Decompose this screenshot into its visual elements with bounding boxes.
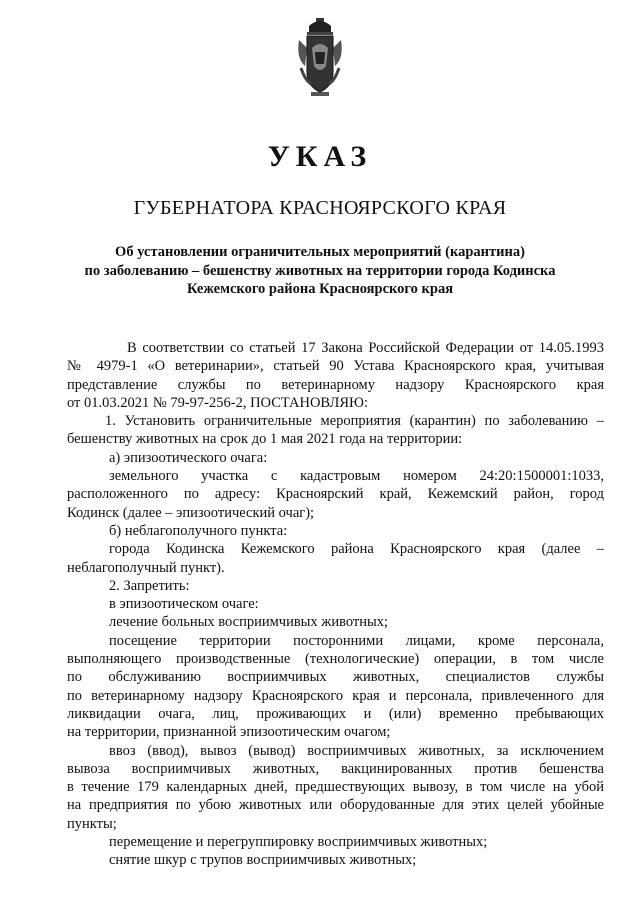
body-line: лечение больных восприимчивых животных;	[109, 614, 388, 631]
heading-line: Кежемского района Красноярского края	[186, 281, 454, 297]
coat-of-arms-emblem	[297, 18, 343, 98]
body-line: перемещение и перегруппировку восприимчивых животных;	[109, 834, 488, 851]
body-line: ликвидации очага, лиц, проживающих и (или) временно пребывающих	[67, 705, 604, 722]
body-line: бешенству животных на срок до 1 мая 2021 года на территории:	[67, 431, 463, 448]
body-line: представление службы по ветеринарному надзору Красноярского края	[67, 376, 604, 393]
body-line: 2. Запретить:	[109, 577, 190, 594]
body-line: № 4979-1 «О ветеринарии», статьей 90 Устава Красноярского края, учитывая	[67, 358, 604, 375]
body-line: в эпизоотическом очаге:	[109, 596, 259, 613]
decree-body	[67, 339, 604, 870]
body-line: посещение территории посторонними лицами, кроме персонала,	[109, 632, 604, 649]
body-line: вывоза восприимчивых животных, вакцинированных против бешенства	[67, 760, 604, 777]
body-line: в течение 179 календарных дней, предшествующих вывозу, в том числе на убой	[67, 779, 604, 796]
body-line: пункты;	[67, 815, 117, 832]
body-line: на территории, признанной эпизоотическим очагом;	[67, 724, 391, 741]
heading-line: Об установлении ограничительных мероприятий (карантина)	[115, 244, 525, 260]
body-line: от 01.03.2021 № 79-97-256-2, ПОСТАНОВЛЯЮ:	[67, 394, 368, 411]
issuer-subtitle: ГУБЕРНАТОРА КРАСНОЯРСКОГО КРАЯ	[133, 197, 507, 219]
body-line: по обслуживанию восприимчивых животных, специалистов службы	[67, 669, 604, 686]
body-line: по ветеринарному надзору Красноярского края и персонала, привлеченного для	[67, 687, 604, 704]
heading-line: по заболеванию – бешенству животных на территории города Кодинска	[84, 262, 556, 279]
body-line: снятие шкур с трупов восприимчивых животных;	[109, 852, 417, 869]
body-line: 1. Установить ограничительные мероприятия (карантин) по заболеванию –	[105, 413, 604, 430]
body-line: Кодинск (далее – эпизоотический очаг);	[67, 504, 315, 521]
decree-heading	[60, 243, 580, 299]
decree-title: УКАЗ	[267, 140, 373, 173]
body-line: земельного участка с кадастровым номером 24:20:1500001:1033,	[109, 468, 604, 485]
body-line: а) эпизоотического очага:	[109, 449, 268, 466]
body-line: расположенного по адресу: Красноярский край, Кежемский район, город	[67, 486, 604, 503]
body-line: выполняющего производственные (технологические) операции, в том числе	[67, 651, 604, 668]
body-line: б) неблагополучного пункта:	[109, 522, 288, 539]
body-line: В соответствии со статьей 17 Закона Российской Федерации от 14.05.1993	[127, 340, 604, 356]
body-line: ввоз (ввод), вывоз (вывод) восприимчивых животных, за исключением	[109, 742, 604, 759]
body-line: неблагополучный пункт).	[67, 559, 225, 576]
body-line: города Кодинска Кежемского района Красноярского края (далее –	[109, 541, 604, 558]
body-line: на предприятия по убою животных или оборудованные для этих целей убойные	[67, 797, 604, 814]
